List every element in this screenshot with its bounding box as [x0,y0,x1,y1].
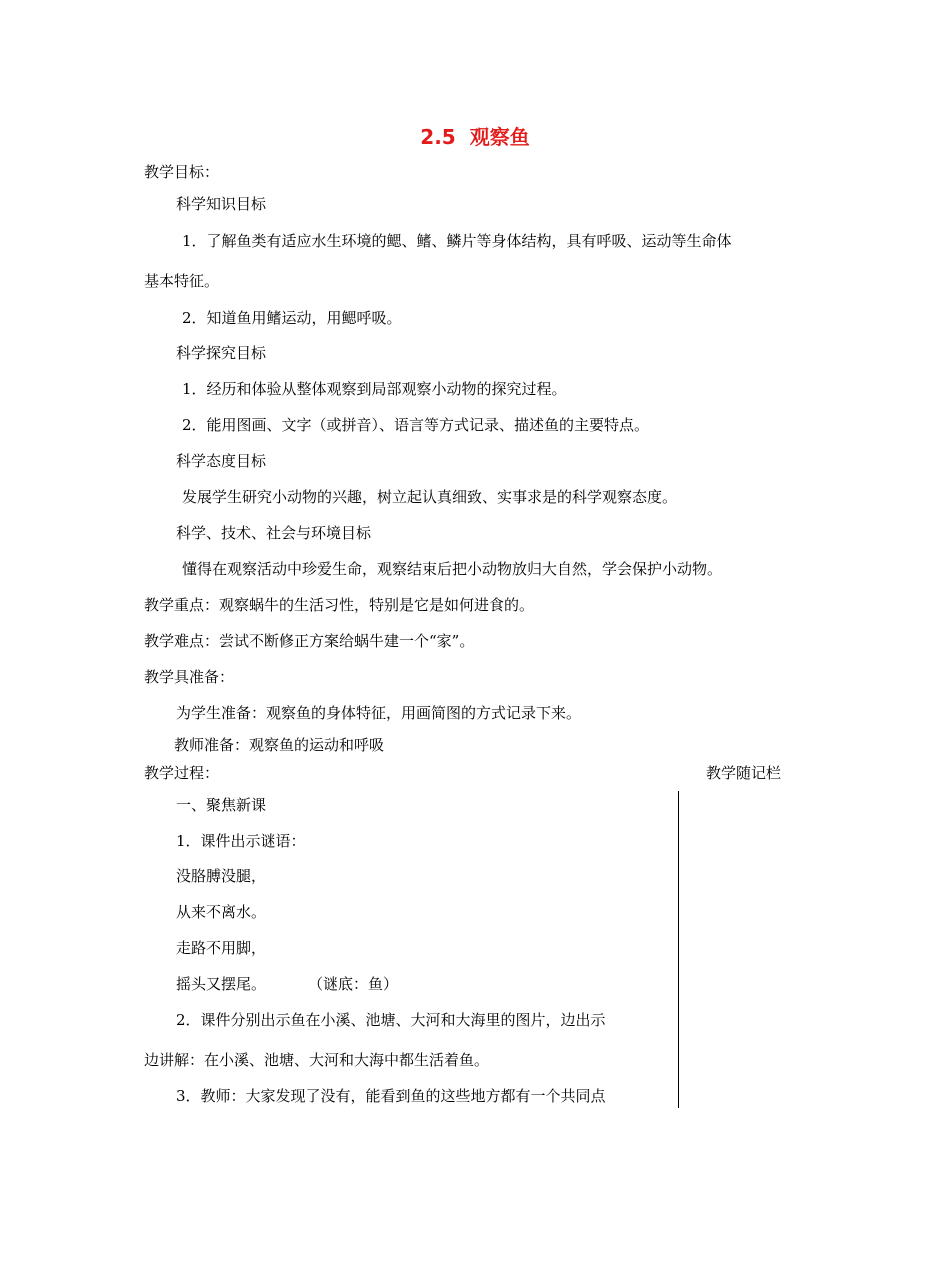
notes-column-heading: 教学随记栏 [706,764,782,782]
objectives-heading: 教学目标： [144,163,220,181]
knowledge-item-2: 2．知道鱼用鳍运动，用鳃呼吸。 [182,309,402,327]
process-step-2: 2．课件分别出示鱼在小溪、池塘、大河和大海里的图片，边出示 [176,1011,606,1029]
lesson-number: 2.5 [420,125,456,149]
sts-item-1: 懂得在观察活动中珍爱生命，观察结束后把小动物放归大自然，学会保护小动物。 [182,560,723,578]
prep-heading: 教学具准备： [144,668,235,686]
inquiry-item-1: 1．经历和体验从整体观察到局部观察小动物的探究过程。 [182,380,567,398]
riddle-line-3: 走路不用脚， [176,939,267,957]
riddle-line-2: 从来不离水。 [176,903,267,921]
riddle-line-1: 没胳膊没腿， [176,867,267,885]
key-point: 教学重点：观察蜗牛的生活习性，特别是它是如何进食的。 [144,596,535,614]
attitude-item-1: 发展学生研究小动物的兴趣，树立起认真细致、实事求是的科学观察态度。 [182,488,678,506]
inquiry-heading: 科学探究目标 [176,344,267,362]
process-step-1: 1．课件出示谜语： [176,832,306,850]
prep-student: 为学生准备：观察鱼的身体特征，用画简图的方式记录下来。 [176,704,582,722]
process-heading: 教学过程： [144,764,220,782]
riddle-line-4: 摇头又摆尾。 [176,975,267,993]
notes-column-divider [678,791,679,1108]
knowledge-item-1: 1．了解鱼类有适应水生环境的鳃、鳍、鳞片等身体结构，具有呼吸、运动等生命体 [182,232,732,250]
inquiry-item-2: 2．能用图画、文字（或拼音）、语言等方式记录、描述鱼的主要特点。 [182,416,650,434]
knowledge-item-1-cont: 基本特征。 [144,272,220,290]
sts-heading: 科学、技术、社会与环境目标 [176,524,372,542]
knowledge-heading: 科学知识目标 [176,195,267,213]
attitude-heading: 科学态度目标 [176,452,267,470]
lesson-title: 观察鱼 [469,125,530,149]
process-step-2-cont: 边讲解：在小溪、池塘、大河和大海中都生活着鱼。 [144,1051,490,1069]
page-title [0,124,950,150]
process-step-3: 3．教师：大家发现了没有，能看到鱼的这些地方都有一个共同点 [176,1087,606,1105]
prep-teacher: 教师准备：观察鱼的运动和呼吸 [174,736,385,754]
difficulty: 教学难点：尝试不断修正方案给蜗牛建一个“家”。 [144,632,475,650]
riddle-answer: （谜底：鱼） [308,975,399,993]
process-step-heading: 一、聚焦新课 [176,796,267,814]
